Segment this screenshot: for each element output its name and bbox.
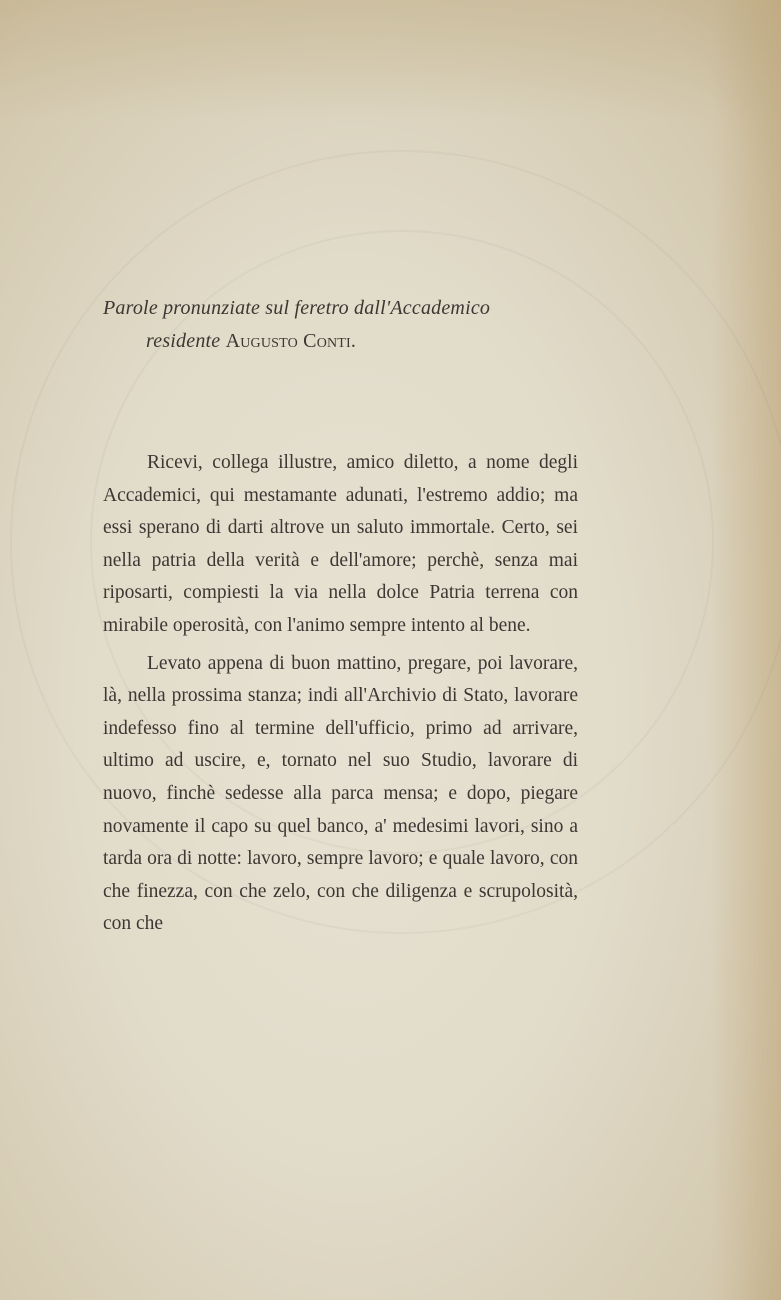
speech-body <box>103 447 578 946</box>
heading-residente: residente <box>146 330 221 352</box>
heading-author: Augusto Conti. <box>225 330 357 352</box>
heading-line-2 <box>103 325 593 358</box>
speech-heading <box>103 292 593 358</box>
paragraph-2: Levato appena di buon mattino, pregare, poi lavorare, là, nella prossima stanza; indi all'Archivio di Stato, lavorare indefesso fino al termine dell'ufficio, primo ad arrivare, ultimo ad uscire, e, tornato nel suo Studio, lavorare di nuovo, finchè sedesse alla parca mensa; e dopo, piegare novamente il capo su quel banco, a' medesimi lavori, sino a tarda ora di notte: lavoro, sempre lavoro; e quale lavoro, con che finezza, con che zelo, con che diligenza e scrupolosità, con che <box>103 652 578 935</box>
page-edge-shadow-top <box>0 0 781 120</box>
paragraph-1: Ricevi, collega illustre, amico diletto, a nome degli Accademici, qui mestamante adunati, l'estremo addio; ma essi sperano di darti altrove un saluto immortale. Certo, sei nella patria della verità e dell'amore; perchè, senza mai riposarti, compiesti la via nella dolce Patria terrena con mirabile operosità, con l'animo sempre intento al bene. <box>103 452 578 636</box>
heading-line-1: Parole pronunziate sul feretro dall'Accademico <box>103 297 491 319</box>
